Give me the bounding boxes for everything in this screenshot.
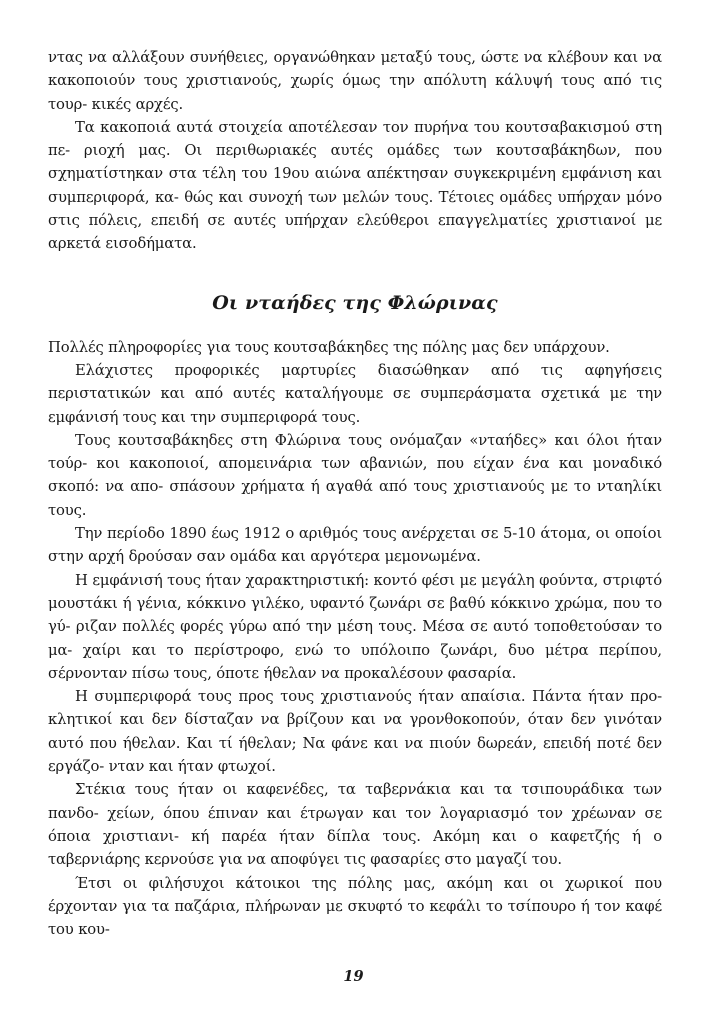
paragraph-few-info <box>48 336 662 359</box>
text-line: Η εμφάνισή τους ήταν χαρακτηριστική: κοντό φέσι με μεγάλη φούντα, στριφτό <box>75 571 662 589</box>
text-line: Η συμπεριφορά τους προς τους χριστιανούς ήταν απαίσια. Πάντα ήταν προ- <box>75 688 662 706</box>
page-body <box>48 46 662 941</box>
text-line: θώς και συνοχή των μελών τους. Τέτοιες ομάδες υπήρχαν μόνο στις πόλεις, επειδή <box>48 188 662 230</box>
text-line: Έτσι οι φιλήσυχοι κάτοικοι της πόλης μας, ακόμη και οι χωρικοί που έρχονταν <box>48 874 662 915</box>
text-line: πίσω τους, όποτε ήθελαν να προκαλέσουν φασαρία. <box>131 664 517 682</box>
text-line: σε αυτές υπήρχαν ελεύθεροι επαγγελματίες χριστιανοί με αρκετά εισοδήματα. <box>48 212 662 253</box>
text-line: κοι κακοποιοί, απομεινάρια των αβανιών, που είχαν ένα και μοναδικό σκοπό: να απο- <box>48 455 662 496</box>
text-line: κικές αρχές. <box>91 95 184 113</box>
text-line: κή παρέα ήταν δίπλα τους. Ακόμη και ο καφετζής ή ο ταβερνιάρης κερνούσε για να <box>48 827 662 869</box>
text-line: Στέκια τους ήταν οι καφενέδες, τα ταβερνάκια και τα τσιπουράδικα των πανδο- <box>48 781 662 822</box>
paragraph-testimonies <box>48 359 662 429</box>
text-line: Την περίοδο 1890 έως 1912 ο αριθμός τους ανέρχεται σε 5-10 άτομα, οι οποίοι <box>75 525 662 543</box>
text-line: ριζαν πολλές φορές γύρω από την μέση τους. Μέσα σε αυτό τοποθετούσαν το μα- <box>48 618 663 659</box>
text-line: που ήθελαν. Και τί ήθελαν; Να φάνε και να πιούν δωρεάν, επειδή ποτέ δεν εργάζο- <box>48 734 662 776</box>
text-line: για τα παζάρια, πλήρωναν με σκυφτό το κεφάλι το τσίπουρο ή τον καφέ του κου- <box>48 897 662 939</box>
paragraph-residents <box>48 872 662 942</box>
text-line: αποφύγει τις φασαρίες στο μαγαζί του. <box>270 851 562 869</box>
paragraph-behaviour <box>48 685 662 778</box>
paragraph-ntaides <box>48 429 662 522</box>
paragraph-hangouts <box>48 778 662 871</box>
text-line: στην αρχή δρούσαν σαν ομάδα και αργότερα μεμονωμένα. <box>48 548 481 566</box>
paragraph-koutsavakismos <box>48 116 662 256</box>
paragraph-period <box>48 522 662 569</box>
text-line: νταν και ήταν φτωχοί. <box>108 758 276 776</box>
text-line: και από αυτές καταλήγουμε σε συμπεράσματα σχετικά με την εμφάνισή τους και την <box>48 385 662 426</box>
text-line: ντας να αλλάξουν συνήθειες, οργανώθηκαν μεταξύ τους, ώστε να κλέβουν και να <box>48 49 662 66</box>
text-line: Πολλές πληροφορίες για τους κουτσαβάκηδες της πόλης μας δεν υπάρχουν. <box>48 338 610 356</box>
text-line: συμπεριφορά τους. <box>220 408 361 426</box>
section-title: Οι νταήδες της Φλώρινας <box>212 291 498 314</box>
text-line: Τα κακοποιά αυτά στοιχεία αποτέλεσαν τον πυρήνα του κουτσαβακισμού στη πε- <box>48 118 662 160</box>
text-line: στα τέλη του 19ου αιώνα απέκτησαν συγκεκριμένη εμφάνιση και συμπεριφορά, κα- <box>48 165 662 206</box>
text-line: κακοποιούν τους χριστιανούς, χωρίς όμως την απόλυτη κάλυψή τους από τις τουρ- <box>48 72 662 113</box>
text-line: ριοχή μας. Οι περιθωριακές αυτές ομάδες των κουτσαβάκηδων, που σχηματίστηκαν <box>48 142 662 183</box>
paragraph-continuation <box>48 46 662 116</box>
text-line: Ελάχιστες προφορικές μαρτυρίες διασώθηκαν από τις αφηγήσεις περιστατικών <box>48 361 662 403</box>
text-line: χείων, όπου έπιναν και έτρωγαν και τον λογαριασμό τον χρέωναν σε όποια χριστιανι- <box>48 804 662 845</box>
text-line: σπάσουν χρήματα ή αγαθά από τους χριστιανούς με το νταηλίκι τους. <box>48 478 663 519</box>
text-line: χαίρι και το περίστροφο, ενώ το υπόλοιπο ζωνάρι, δυο μέτρα περίπου, σέρνονταν <box>48 641 662 682</box>
text-line: μουστάκι ή γένια, κόκκινο γιλέκο, υφαντό ζωνάρι σε βαθύ κόκκινο χρώμα, που το γύ- <box>48 594 662 636</box>
paragraph-appearance <box>48 569 662 685</box>
text-line: κλητικοί και δεν δίσταζαν να βρίζουν και να γρονθοκοπούν, όταν δεν γινόταν αυτό <box>48 711 662 752</box>
text-line: Τους κουτσαβάκηδες στη Φλώρινα τους ονόμαζαν «νταήδες» και όλοι ήταν τούρ- <box>48 431 662 473</box>
page-number: 19 <box>343 968 364 985</box>
